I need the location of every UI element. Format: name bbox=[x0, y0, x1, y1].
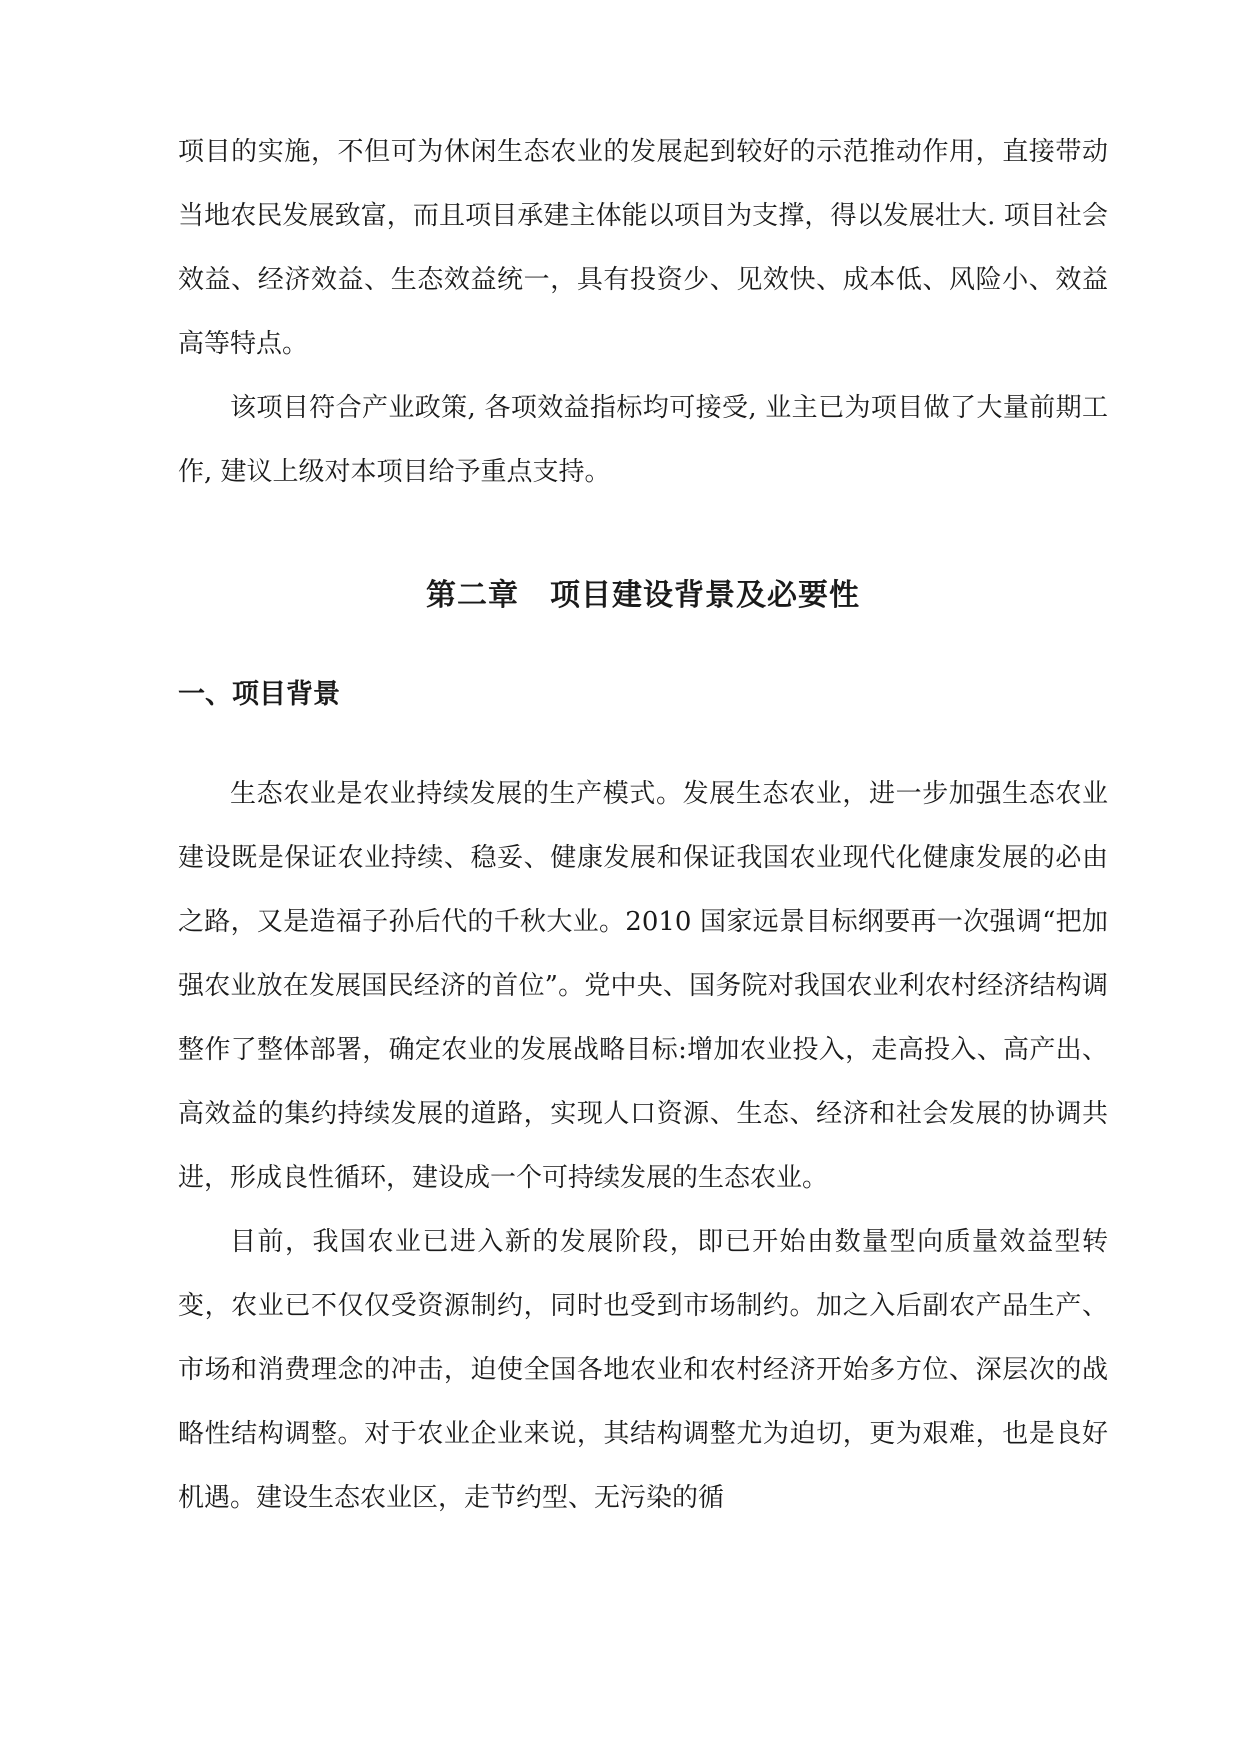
intro-paragraph-1: 项目的实施，不但可为休闲生态农业的发展起到较好的示范推动作用，直接带动当地农民发展致富，而且项目承建主体能以项目为支撑，得以发展壮大. 项目社会效益、经济效益、生态效益统一，具有投资少、见效快、成本低、风险小、效益高等特点。 bbox=[178, 137, 1108, 359]
body-paragraph-1: 生态农业是农业持续发展的生产模式。发展生态农业，进一步加强生态农业建设既是保证农业持续、稳妥、健康发展和保证我国农业现代化健康发展的必由之路，又是造福子孙后代的千秋大业。2010 国家远景目标纲要再一次强调“把加强农业放在发展国民经济的首位”。党中央、国务院对我国农业利农村经济结构调整作了整体部署，确定农业的发展战略目标:增加农业投入，走高投入、高产出、高效益的集约持续发展的道路，实现人口资源、生态、经济和社会发展的协调共进，形成良性循环，建设成一个可持续发展的生态农业。 bbox=[178, 779, 1108, 1193]
document-page bbox=[178, 120, 1108, 1530]
body-paragraph-2: 目前，我国农业已进入新的发展阶段，即已开始由数量型向质量效益型转变，农业已不仅仅受资源制约，同时也受到市场制约。加之入后副农产品生产、市场和消费理念的冲击，迫使全国各地农业和农村经济开始多方位、深层次的战略性结构调整。对于农业企业来说，其结构调整尤为迫切，更为艰难，也是良好机遇。建设生态农业区，走节约型、无污染的循 bbox=[178, 1227, 1108, 1513]
section-spacer bbox=[178, 728, 1108, 762]
intro-paragraph-2: 该项目符合产业政策, 各项效益指标均可接受, 业主已为项目做了大量前期工作, 建议上级对本项目给予重点支持。 bbox=[178, 393, 1108, 487]
chapter-title: 第二章 项目建设背景及必要性 bbox=[426, 578, 860, 613]
section-title: 一、项目背景 bbox=[178, 679, 340, 710]
